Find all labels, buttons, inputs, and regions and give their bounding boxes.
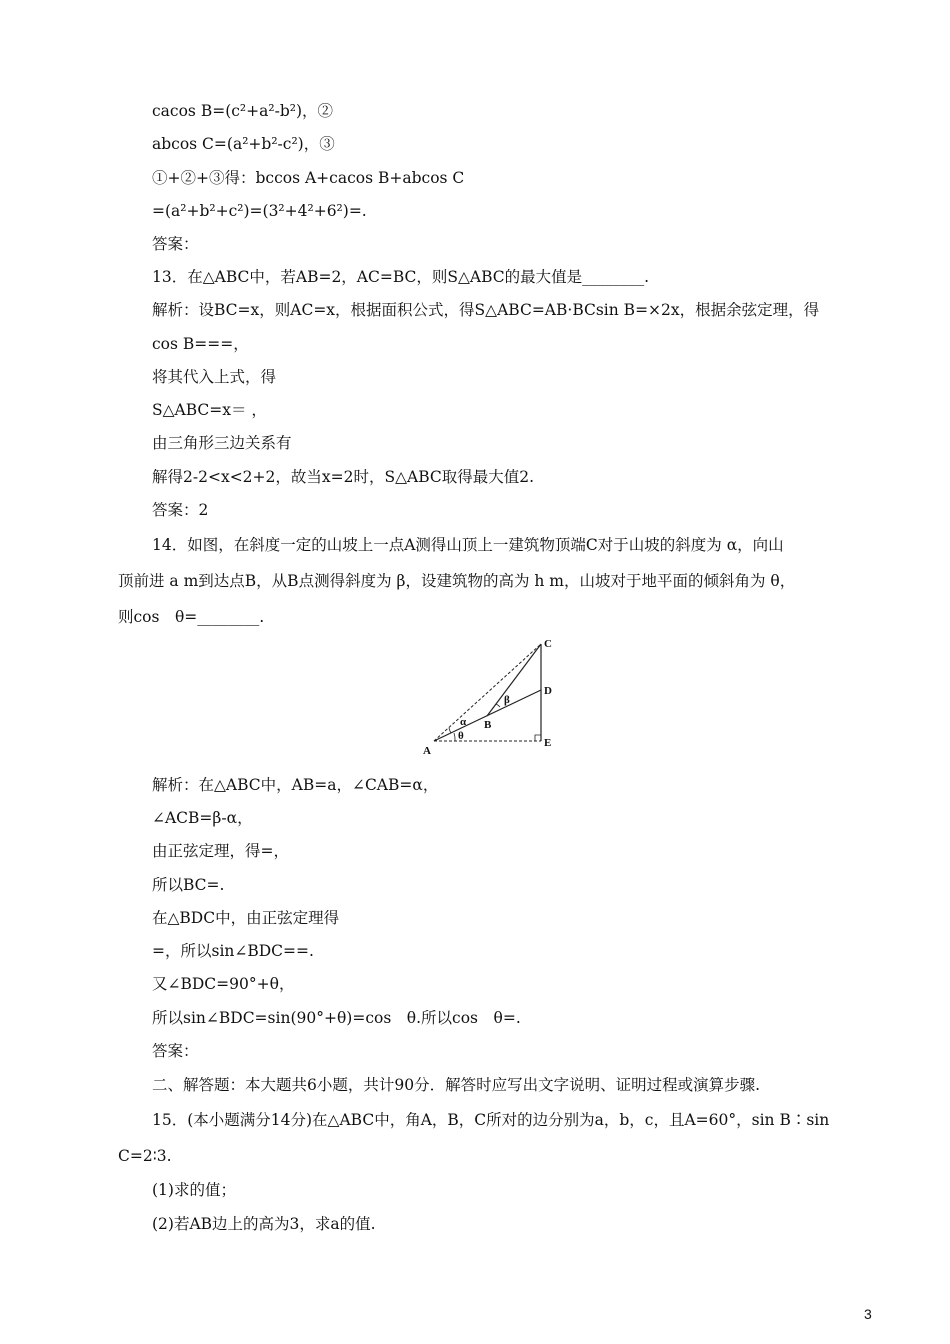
text-line: 解得2-2<x<2+2，故当x=2时，S△ABC取得最大值2. [152,468,535,486]
slope-figure [420,632,570,758]
label-theta: θ [458,730,464,742]
text-line: 在△BDC中，由正弦定理得 [152,909,340,927]
text-line: 所以BC=. [152,876,225,894]
text-line: 答案：2 [152,501,209,519]
text-line: abcos C=(a²+b²-c²)，③ [152,135,335,153]
question-15: 15．(本小题满分14分)在△ABC中，角A，B，C所对的边分别为a，b，c，且A=60°，sin B∶sin [152,1111,830,1129]
page-number: 3 [864,1306,872,1322]
text-line: =，所以sin∠BDC==. [152,942,314,960]
subquestion-2: (2)若AB边上的高为3，求a的值. [152,1215,376,1233]
alpha-arc [449,728,451,733]
beta-arc [496,704,500,707]
text-line: 顶前进 a m到达点B，从B点测得斜度为 β，设建筑物的高为 h m，山坡对于地平面的倾斜角为 θ， [118,572,796,590]
right-angle-mark [535,735,541,741]
question-14: 14．如图，在斜度一定的山坡上一点A测得山顶上一建筑物顶端C对于山坡的斜度为 α，向山 [152,536,784,554]
text-line: 则cos θ=________. [118,608,265,626]
text-line: cos B===， [152,335,249,353]
label-beta: β [504,694,510,706]
text-line: C=2∶3. [118,1147,172,1165]
text-line: S△ABC=x＝ ， [152,401,267,419]
label-c: C [544,638,552,650]
text-line: 又∠BDC=90°+θ， [152,975,295,993]
text-line: 由正弦定理，得=， [152,842,289,860]
text-line: 所以sin∠BDC=sin(90°+θ)=cos θ.所以cos θ=. [152,1009,521,1027]
question-13: 13．在△ABC中，若AB=2，AC=BC，则S△ABC的最大值是________. [152,268,650,286]
text-line: 由三角形三边关系有 [152,434,292,452]
text-line: 答案： [152,235,199,253]
text-line: 解析：在△ABC中，AB=a，∠CAB=α， [152,776,439,794]
text-line: 将其代入上式，得 [152,368,277,386]
text-line: ①+②+③得：bccos A+cacos B+abcos C [152,169,465,187]
subquestion-1: (1)求的值； [152,1181,236,1199]
text-line: cacos B=(c²+a²-b²)，② [152,102,333,120]
text-line: =(a²+b²+c²)=(3²+4²+6²)=. [152,202,367,220]
label-alpha: α [460,716,467,728]
label-d: D [544,685,552,697]
text-line: ∠ACB=β-α， [152,809,253,827]
label-a: A [423,745,431,757]
line-bc [487,644,541,716]
text-line: 解析：设BC=x，则AC=x，根据面积公式，得S△ABC=AB·BCsin B=×2x，根据余弦定理，得 [152,301,820,319]
label-b: B [484,719,492,731]
section-heading: 二、解答题：本大题共6小题，共计90分．解答时应写出文字说明、证明过程或演算步骤. [152,1076,761,1094]
label-e: E [544,737,552,749]
theta-arc [454,733,455,741]
text-line: 答案： [152,1042,199,1060]
